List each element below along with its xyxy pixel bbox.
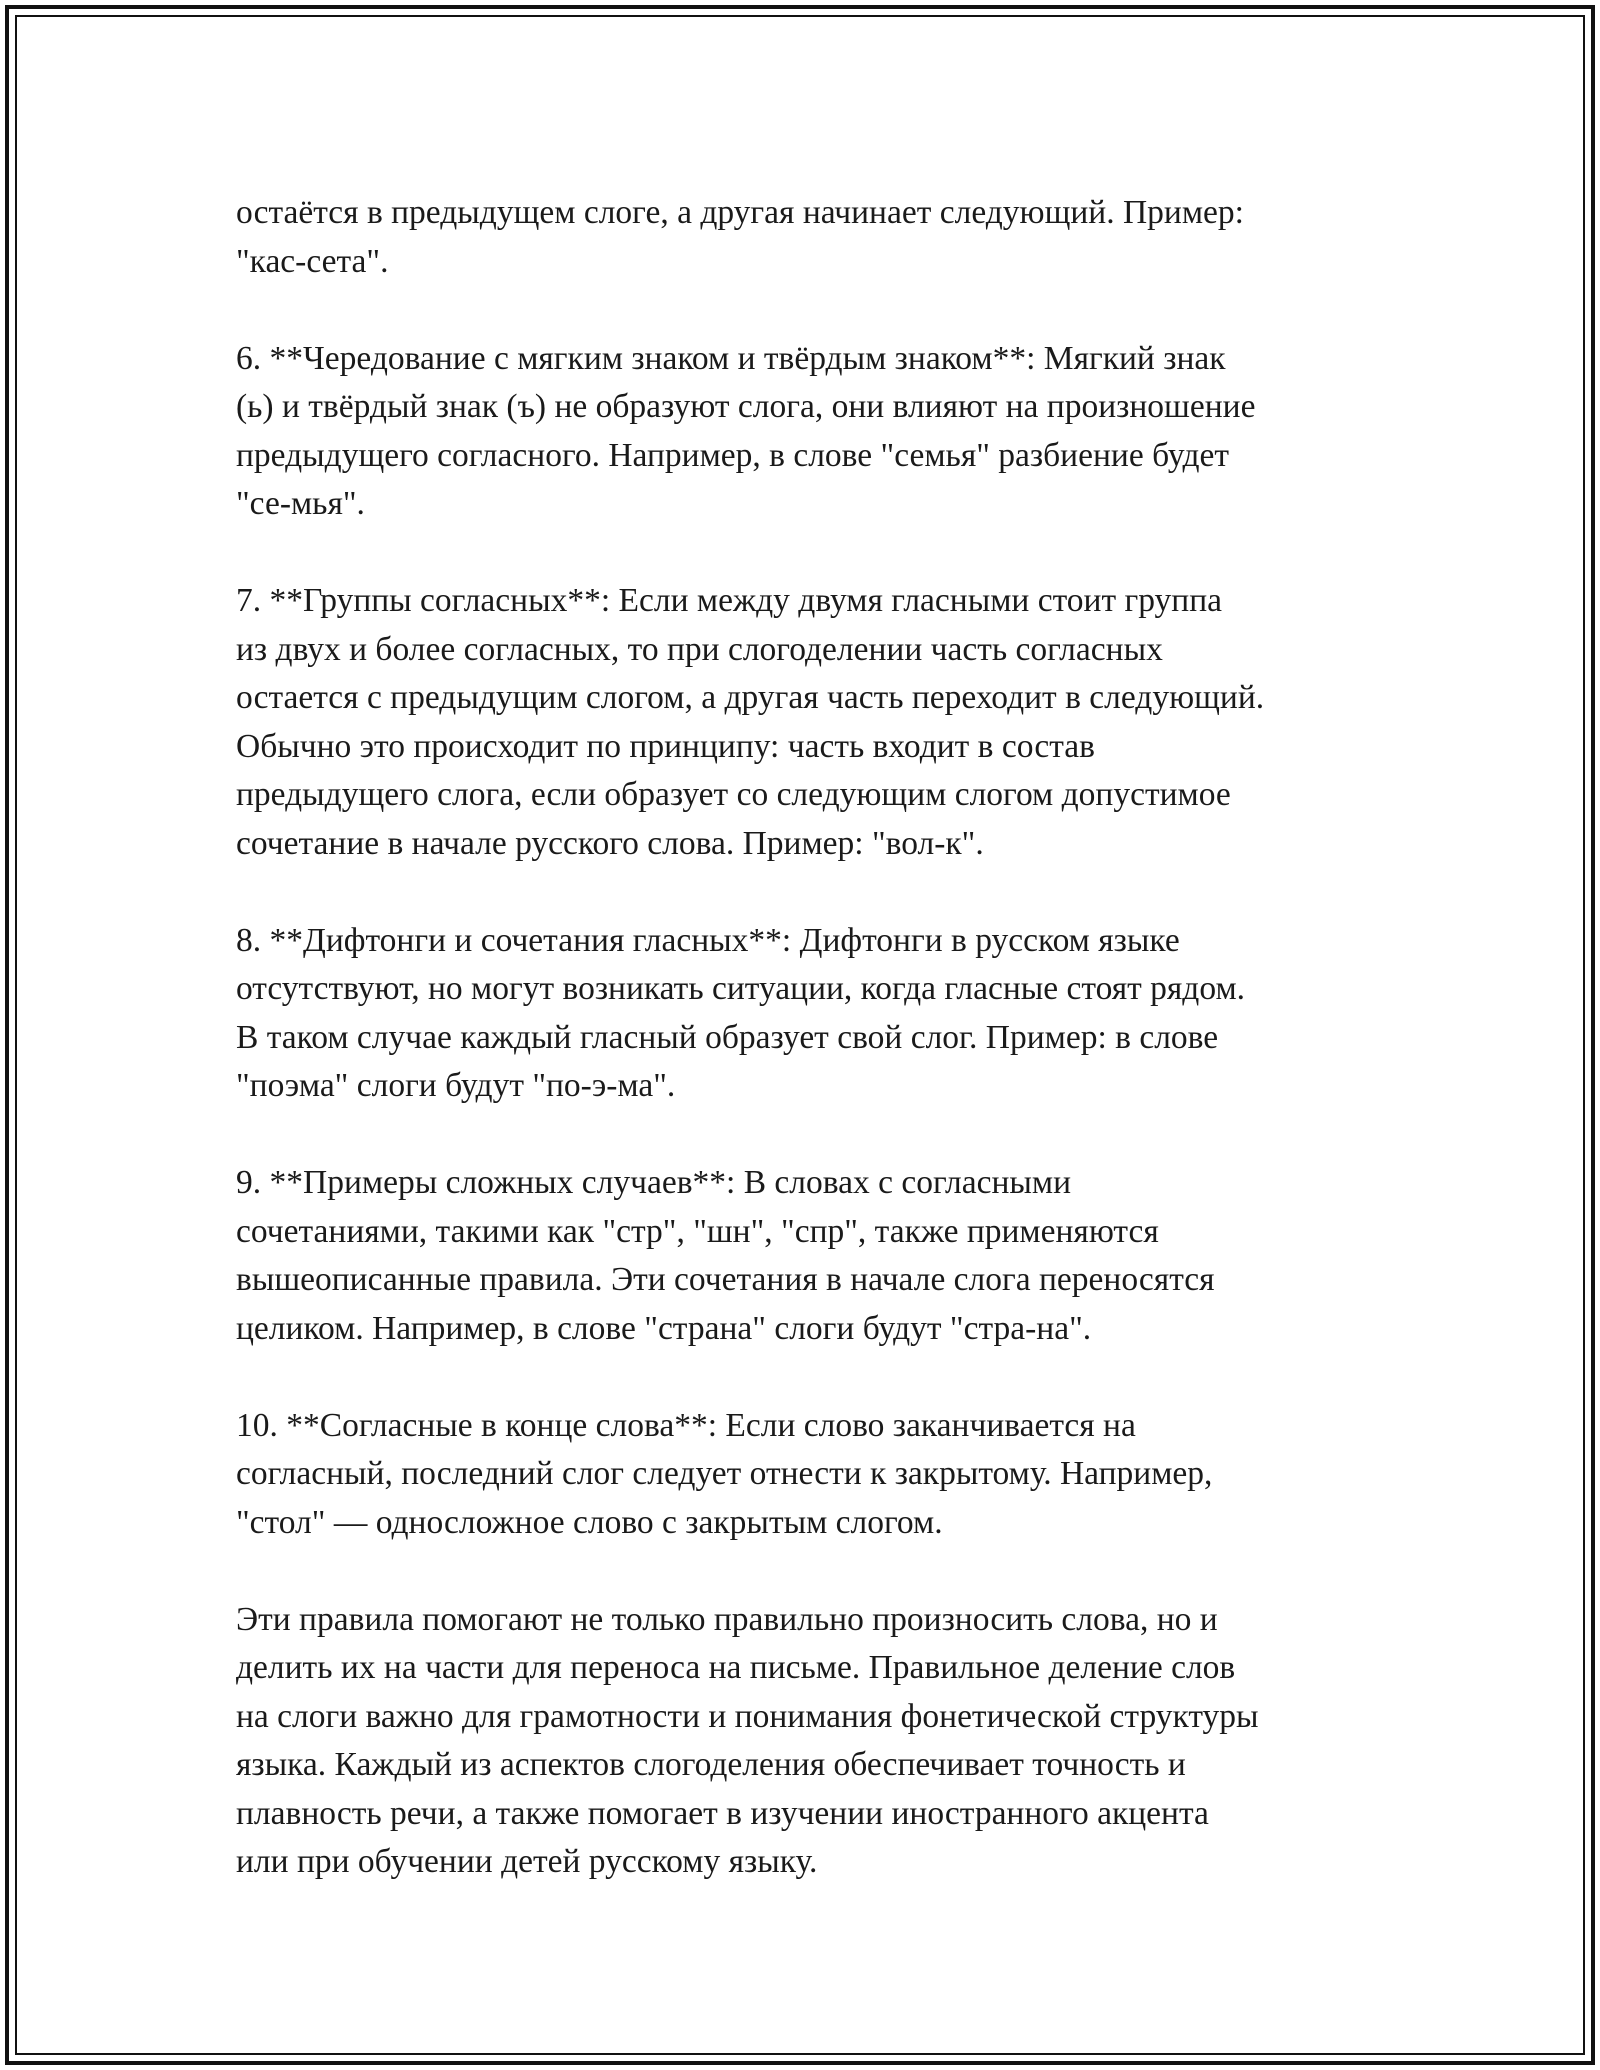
- paragraph-rule-8: [236, 917, 1376, 1111]
- paragraph-continuation: [236, 189, 1376, 286]
- text-line: Обычно это происходит по принципу: часть входит в состав: [236, 727, 1095, 765]
- text-line: "кас-сета".: [236, 242, 389, 280]
- paragraph-rule-7: [236, 577, 1376, 868]
- text-line: предыдущего слога, если образует со следующим слогом допустимое: [236, 776, 1231, 813]
- text-line: делить их на части для переноса на письме. Правильное деление слов: [236, 1649, 1236, 1686]
- document-body: [236, 189, 1376, 1935]
- text-line: "поэма" слоги будут "по-э-ма".: [236, 1067, 676, 1104]
- text-line: предыдущего согласного. Например, в слове "семья" разбиение будет: [236, 436, 1230, 474]
- text-line: 8. **Дифтонги и сочетания гласных**: Дифтонги в русском языке: [236, 921, 1180, 959]
- text-line: 10. **Согласные в конце слова**: Если слово заканчивается на: [236, 1406, 1136, 1444]
- text-line: сочетание в начале русского слова. Пример: "вол-к".: [236, 824, 984, 862]
- paragraph-conclusion: [236, 1596, 1376, 1887]
- text-line: или при обучении детей русскому языку.: [236, 1843, 818, 1880]
- text-line: вышеописанные правила. Эти сочетания в начале слога переносятся: [236, 1261, 1215, 1298]
- text-line: на слоги важно для грамотности и понимания фонетической структуры: [236, 1697, 1259, 1735]
- paragraph-rule-9: [236, 1159, 1376, 1353]
- text-line: В таком случае каждый гласный образует свой слог. Пример: в слове: [236, 1018, 1219, 1056]
- text-line: остаётся в предыдущем слоге, а другая начинает следующий. Пример:: [236, 194, 1244, 231]
- text-line: остается с предыдущим слогом, а другая часть переходит в следующий.: [236, 679, 1265, 716]
- paragraph-rule-6: [236, 335, 1376, 529]
- paragraph-rule-10: [236, 1402, 1376, 1548]
- text-line: (ь) и твёрдый знак (ъ) не образуют слога, они влияют на произношение: [236, 388, 1256, 425]
- text-line: из двух и более согласных, то при слогоделении часть согласных: [236, 630, 1163, 668]
- text-line: 6. **Чередование с мягким знаком и твёрдым знаком**: Мягкий знак: [236, 339, 1226, 377]
- text-line: согласный, последний слог следует отнести к закрытому. Например,: [236, 1455, 1213, 1492]
- text-line: языка. Каждый из аспектов слогоделения обеспечивает точность и: [236, 1746, 1186, 1783]
- text-line: отсутствуют, но могут возникать ситуации, когда гласные стоят рядом.: [236, 970, 1246, 1007]
- text-line: целиком. Например, в слове "страна" слоги будут "стра-на".: [236, 1309, 1092, 1347]
- text-line: 9. **Примеры сложных случаев**: В словах с согласными: [236, 1164, 1072, 1201]
- text-line: "стол" — односложное слово с закрытым слогом.: [236, 1503, 943, 1541]
- text-line: сочетаниями, такими как "стр", "шн", "спр", также применяются: [236, 1212, 1159, 1250]
- text-line: плавность речи, а также помогает в изучении иностранного акцента: [236, 1794, 1209, 1832]
- text-line: 7. **Группы согласных**: Если между двумя гласными стоит группа: [236, 582, 1222, 619]
- text-line: Эти правила помогают не только правильно произносить слова, но и: [236, 1600, 1218, 1638]
- text-line: "се-мья".: [236, 485, 365, 522]
